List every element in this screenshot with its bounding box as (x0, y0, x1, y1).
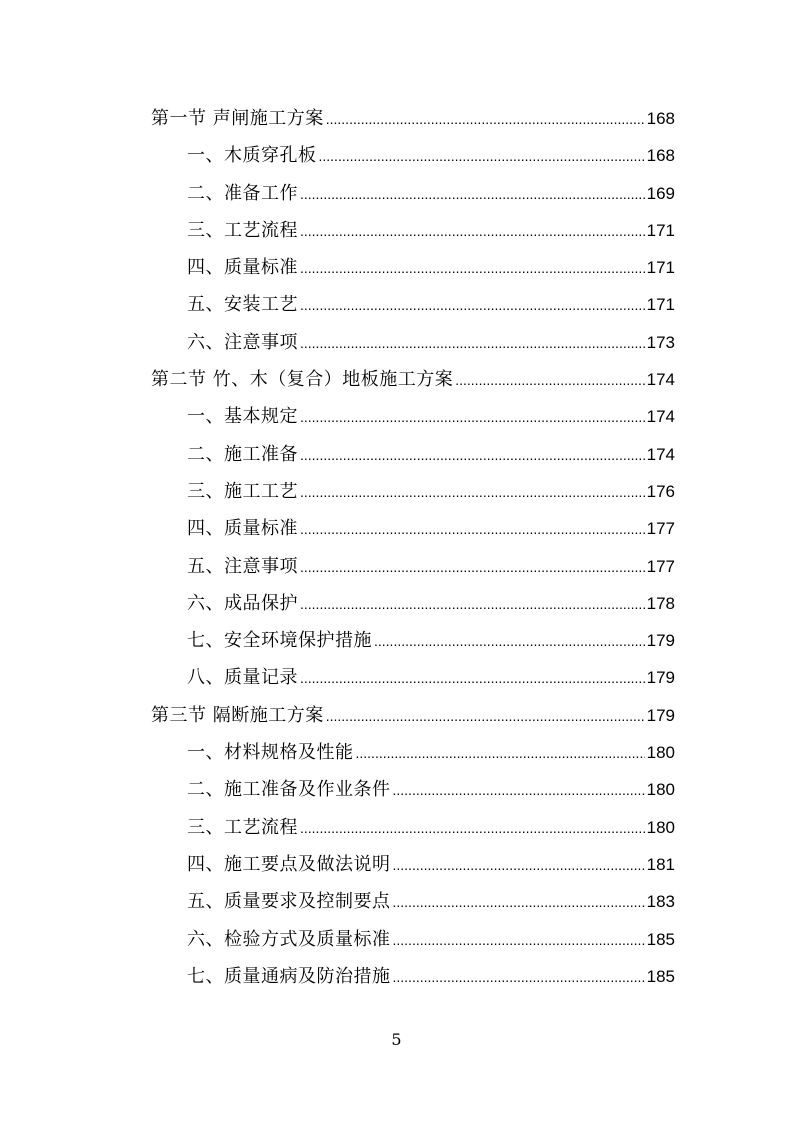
toc-leader-dots (300, 586, 645, 623)
toc-entry-page: 185 (646, 966, 675, 986)
toc-leader-dots (300, 474, 645, 511)
toc-leader-dots (393, 922, 645, 959)
toc-entry-page: 179 (646, 705, 675, 725)
toc-leader-dots (300, 213, 645, 250)
toc-entry[interactable] (151, 883, 675, 920)
toc-entry[interactable] (151, 809, 675, 846)
toc-entry-title: 七、质量通病及防治措施 (187, 965, 391, 987)
toc-entry[interactable] (151, 100, 675, 137)
table-of-contents (151, 100, 675, 995)
toc-leader-dots (393, 772, 645, 809)
toc-leader-dots (326, 101, 645, 138)
toc-entry-title: 六、成品保护 (187, 592, 298, 614)
toc-leader-dots (393, 959, 645, 996)
toc-leader-dots (300, 287, 645, 324)
toc-entry-title: 四、质量标准 (187, 257, 298, 279)
toc-entry-page: 169 (646, 183, 675, 203)
toc-leader-dots (300, 810, 645, 847)
toc-entry-title: 五、质量要求及控制要点 (187, 891, 391, 913)
toc-entry-title: 一、木质穿孔板 (187, 145, 317, 167)
toc-entry[interactable] (151, 846, 675, 883)
toc-leader-dots (300, 250, 645, 287)
toc-leader-dots (300, 325, 645, 362)
toc-entry-title: 四、施工要点及做法说明 (187, 853, 391, 875)
toc-entry[interactable] (151, 585, 675, 622)
toc-entry-title: 二、准备工作 (187, 182, 298, 204)
toc-entry-page: 174 (646, 444, 675, 464)
toc-entry[interactable] (151, 324, 675, 361)
toc-entry-page: 177 (646, 556, 675, 576)
toc-leader-dots (393, 884, 645, 921)
toc-entry[interactable] (151, 734, 675, 771)
toc-entry[interactable] (151, 622, 675, 659)
toc-entry-page: 171 (646, 220, 675, 240)
toc-entry-title: 四、质量标准 (187, 518, 298, 540)
toc-leader-dots (393, 847, 645, 884)
toc-entry-title: 六、检验方式及质量标准 (187, 928, 391, 950)
toc-leader-dots (326, 698, 645, 735)
toc-entry[interactable] (151, 175, 675, 212)
toc-entry-title: 一、基本规定 (187, 406, 298, 428)
toc-entry-page: 183 (646, 892, 675, 912)
toc-entry-title: 八、质量记录 (187, 667, 298, 689)
toc-entry[interactable] (151, 436, 675, 473)
toc-leader-dots (300, 660, 645, 697)
toc-leader-dots (300, 549, 645, 586)
toc-entry-title: 七、安全环境保护措施 (187, 630, 372, 652)
toc-entry-page: 171 (646, 295, 675, 315)
toc-entry-page: 176 (646, 481, 675, 501)
toc-entry[interactable] (151, 659, 675, 696)
toc-entry-page: 180 (646, 817, 675, 837)
toc-entry-page: 171 (646, 258, 675, 278)
toc-entry[interactable] (151, 771, 675, 808)
toc-entry[interactable] (151, 361, 675, 398)
page-number: 5 (391, 1030, 402, 1049)
toc-entry-title: 第二节 竹、木（复合）地板施工方案 (151, 369, 454, 391)
toc-leader-dots (300, 437, 645, 474)
toc-entry[interactable] (151, 473, 675, 510)
toc-entry-page: 177 (646, 519, 675, 539)
toc-leader-dots (356, 735, 645, 772)
toc-entry-title: 三、工艺流程 (187, 816, 298, 838)
toc-entry[interactable] (151, 249, 675, 286)
toc-entry-page: 173 (646, 332, 675, 352)
toc-entry-page: 185 (646, 929, 675, 949)
toc-entry-page: 181 (646, 854, 675, 874)
toc-entry-page: 179 (646, 631, 675, 651)
toc-entry-title: 一、材料规格及性能 (187, 742, 354, 764)
toc-entry-page: 180 (646, 743, 675, 763)
toc-entry[interactable] (151, 137, 675, 174)
toc-entry[interactable] (151, 958, 675, 995)
toc-entry-title: 三、工艺流程 (187, 219, 298, 241)
toc-leader-dots (374, 623, 645, 660)
toc-entry-page: 178 (646, 593, 675, 613)
toc-entry[interactable] (151, 286, 675, 323)
toc-entry-title: 二、施工准备 (187, 443, 298, 465)
toc-entry-title: 第一节 声闸施工方案 (151, 108, 324, 129)
toc-leader-dots (300, 399, 645, 436)
toc-entry-page: 174 (646, 407, 675, 427)
toc-leader-dots (455, 362, 644, 399)
toc-entry-title: 五、注意事项 (187, 555, 298, 577)
toc-entry[interactable] (151, 697, 675, 734)
toc-entry-title: 五、安装工艺 (187, 294, 298, 316)
toc-entry[interactable] (151, 921, 675, 958)
toc-leader-dots (319, 138, 645, 175)
toc-entry-title: 第三节 隔断施工方案 (151, 704, 324, 726)
toc-entry-title: 二、施工准备及作业条件 (187, 779, 391, 801)
toc-entry[interactable] (151, 212, 675, 249)
toc-entry-title: 三、施工工艺 (187, 480, 298, 502)
toc-entry-page: 179 (646, 668, 675, 688)
toc-leader-dots (300, 176, 645, 213)
toc-leader-dots (300, 511, 645, 548)
toc-entry-page: 180 (646, 780, 675, 800)
toc-entry[interactable] (151, 548, 675, 585)
toc-entry-page: 174 (646, 370, 675, 390)
toc-entry[interactable] (151, 510, 675, 547)
toc-entry[interactable] (151, 398, 675, 435)
toc-entry-page: 168 (646, 109, 675, 128)
toc-entry-page: 168 (646, 146, 675, 166)
toc-entry-title: 六、注意事项 (187, 331, 298, 353)
